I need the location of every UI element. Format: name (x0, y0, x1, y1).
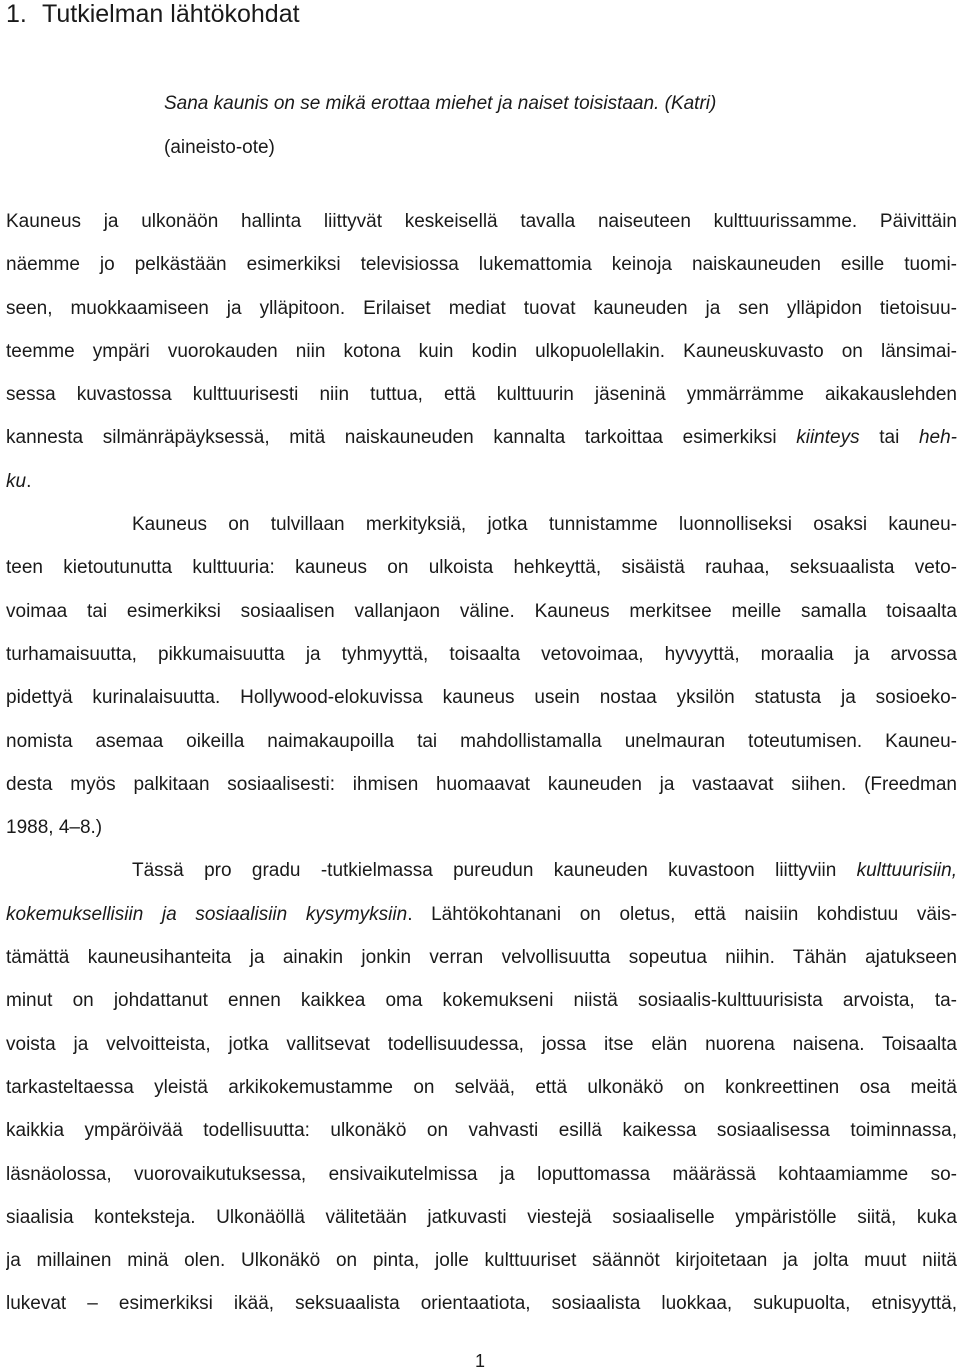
text-line (6, 1282, 957, 1325)
text-line (6, 546, 957, 589)
text-line (6, 200, 957, 243)
quote-source: (aineisto-ote) (164, 137, 275, 158)
emphasis: ku (6, 470, 27, 492)
text-line (6, 806, 957, 849)
text-run: ja millainen minä olen. Ulkonäkö on pinta, jolle kulttuuriset säännöt kirjoitetaan ja jolta muut niitä (6, 1250, 957, 1272)
text-line (6, 460, 957, 503)
text-line (6, 1153, 957, 1196)
text-line (6, 416, 957, 459)
text-run: näemme jo pelkästään esimerkiksi televisiossa lukemattomia keinoja naiskauneuden esille tuomi- (6, 254, 957, 276)
text-run: tai (859, 427, 919, 449)
text-line (6, 1196, 957, 1239)
text-run: Kauneus ja ulkonäön hallinta liittyvät keskeisellä tavalla naiseuteen kulttuurissamme. Päivittäin (6, 211, 957, 232)
text-run: nomista asemaa oikeilla naimakaupoilla tai mahdollistamalla unelmauran toteutumisen. Kauneu- (6, 730, 957, 752)
text-line (6, 373, 957, 416)
text-line (6, 1239, 957, 1282)
text-line (6, 720, 957, 763)
text-run: voimaa tai esimerkiksi sosiaalisen vallanjaon väline. Kauneus merkitsee meille samalla toisaalta (6, 600, 957, 622)
text-run: kaikkia ympäröivää todellisuutta: ulkonäkö on vahvasti esillä kaikessa sosiaalisessa toiminnassa, (6, 1120, 957, 1142)
emphasis: heh- (918, 427, 957, 449)
text-run: turhamaisuutta, pikkumaisuutta ja tyhmyyttä, toisaalta vetovoimaa, hyvyyttä, moraalia ja arvossa (6, 643, 957, 665)
text-run: . (26, 470, 32, 492)
text-line (6, 1109, 957, 1152)
text-run: pidettyä kurinalaisuutta. Hollywood-elokuvissa kauneus usein nostaa yksilön statusta ja sosioeko- (6, 687, 957, 709)
text-run: teen kietoutunutta kulttuuria: kauneus on ulkoista hehkeyttä, sisäistä rauhaa, seksuaalista veto- (6, 557, 957, 579)
text-run: lukevat – esimerkiksi ikää, seksuaalista orientaatiota, sosiaalista luokkaa, sukupuolta, etnisyyttä, (6, 1293, 957, 1315)
section-heading (6, 0, 300, 28)
text-run: siaalisia konteksteja. Ulkonäöllä välitetään jatkuvasti viestejä sosiaaliselle ympäristölle siitä, kuka (6, 1206, 957, 1228)
text-line (6, 1066, 957, 1109)
text-run: minut on johdattanut ennen kaikkea oma kokemukseni niistä sosiaalis-kulttuurisista arvoista, ta- (6, 990, 957, 1012)
text-run: tarkasteltaessa yleistä arkikokemustamme on selvää, että ulkonäkö on konkreettinen osa meitä (6, 1076, 957, 1098)
text-run: läsnäolossa, vuorovaikutuksessa, ensivaikutelmissa ja loputtomassa määrässä kohtaamiamme so- (6, 1163, 957, 1185)
text-line (6, 893, 957, 936)
text-run: desta myös palkitaan sosiaalisesti: ihmisen huomaavat kauneuden ja vastaavat siihen. (Freedman (6, 773, 957, 795)
text-run: Kauneus on tulvillaan merkityksiä, jotka tunnistamme luonnolliseksi osaksi kauneu- (132, 514, 957, 536)
text-run: sessa kuvastossa kulttuurisesti niin tuttua, että kulttuurin jäseninä ymmärrämme aikakauslehden (6, 384, 957, 406)
text-line (6, 849, 957, 892)
text-run: seen, muokkaamiseen ja ylläpitoon. Erilaiset mediat tuovat kauneuden ja sen ylläpidon tietoisuu- (6, 297, 957, 319)
emphasis: kulttuurisiin, (856, 860, 957, 882)
text-line (6, 633, 957, 676)
text-run: voista ja velvoitteista, jotka vallitsevat todellisuudessa, jossa itse elän nuorena naisena. Toisaalta (6, 1033, 957, 1055)
text-line (6, 590, 957, 633)
text-line (6, 287, 957, 330)
text-run: Tässä pro gradu -tutkielmassa pureudun kauneuden kuvastoon liittyviin (132, 860, 857, 882)
emphasis: kokemuksellisiin ja sosiaalisiin kysymyksiin (6, 903, 408, 925)
section-number: 1. (6, 0, 27, 28)
text-run: . Lähtökohtanani on oletus, että naisiin kohdistuu väis- (407, 903, 957, 925)
emphasis: kiinteys (796, 427, 860, 449)
text-line (6, 676, 957, 719)
section-title: Tutkielman lähtökohdat (42, 0, 300, 28)
text-line (6, 979, 957, 1022)
text-line (6, 503, 957, 546)
text-line (6, 763, 957, 806)
text-run: kannesta silmänräpäyksessä, mitä naiskauneuden kannalta tarkoittaa esimerkiksi (6, 427, 797, 449)
text-run: teemme ympäri vuorokauden niin kotona kuin kodin ulkopuolellakin. Kauneuskuvasto on länsimai- (6, 340, 957, 362)
text-run: tämättä kauneusihanteita ja ainakin jonkin verran velvollisuutta sopeutua niihin. Tähän ajatukseen (6, 947, 957, 969)
body-text (6, 200, 957, 1326)
quote-text: Sana kaunis on se mikä erottaa miehet ja naiset toisistaan. (Katri) (164, 93, 717, 114)
page-number: 1 (474, 1351, 485, 1371)
text-line (6, 1023, 957, 1066)
text-run: 1988, 4–8.) (6, 817, 103, 839)
text-line (6, 330, 957, 373)
text-line (6, 936, 957, 979)
text-line (6, 243, 957, 286)
